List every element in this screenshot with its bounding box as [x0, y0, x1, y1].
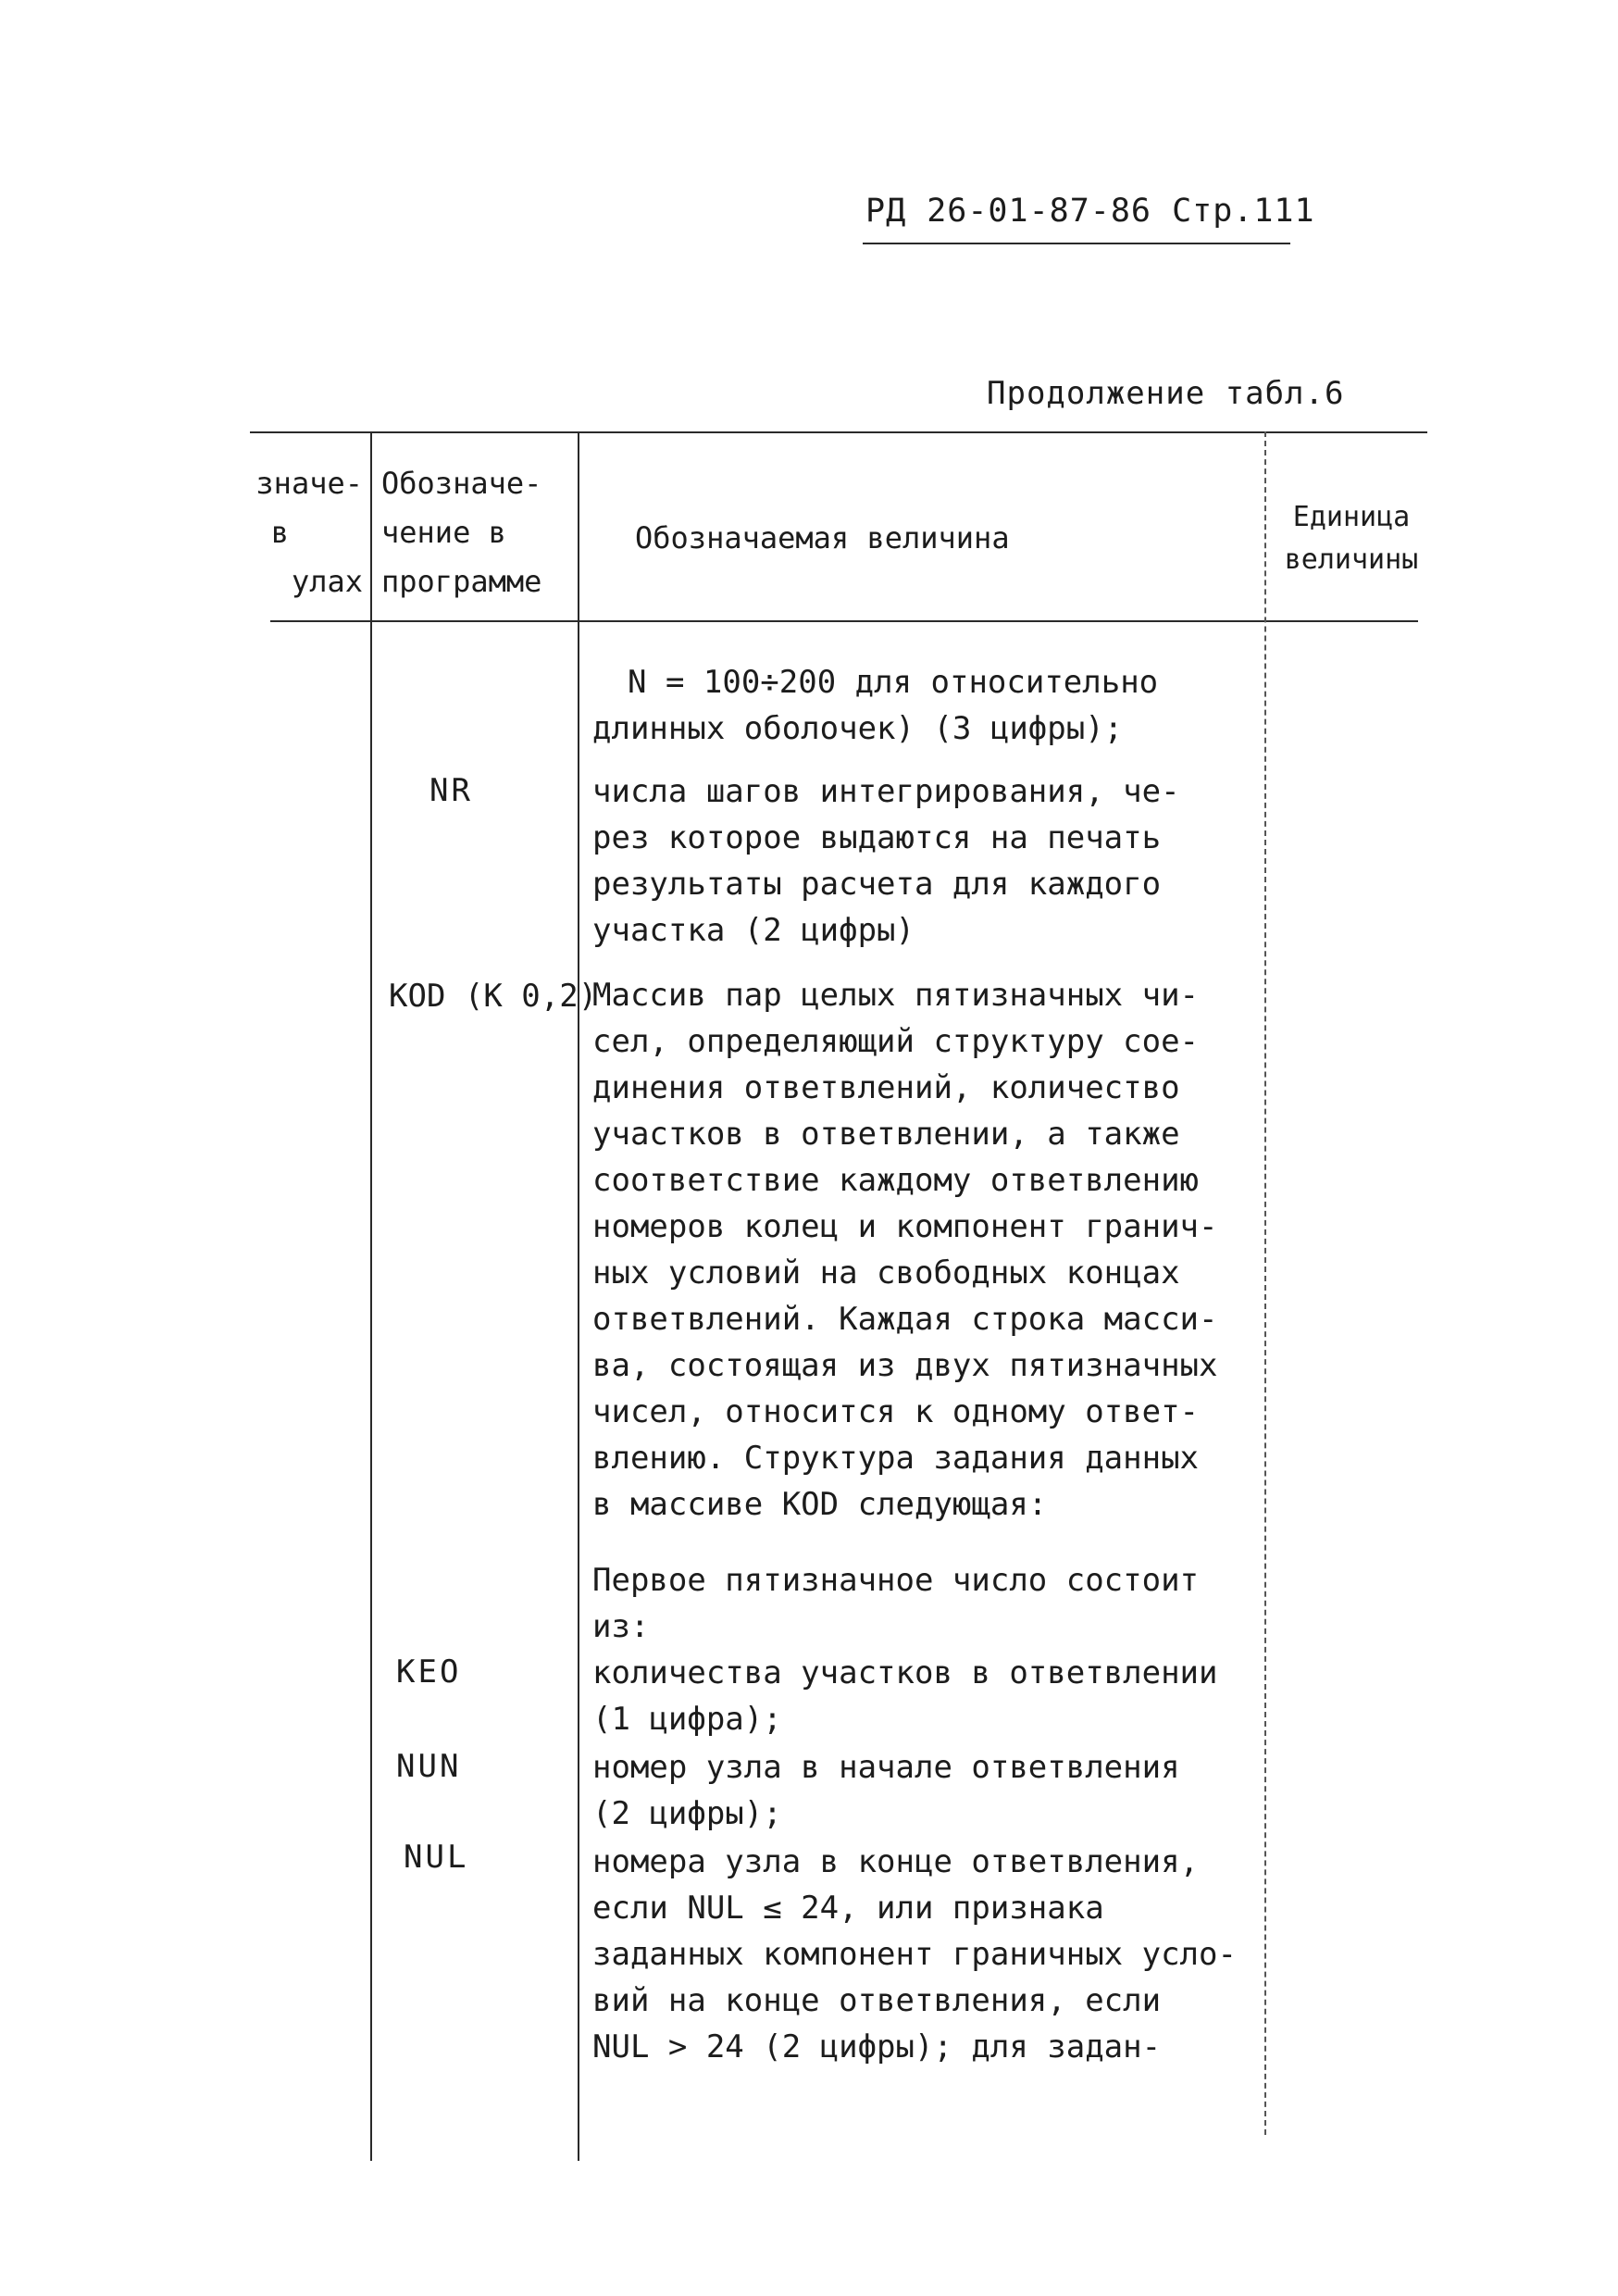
description-line: номеров колец и компонент гранич-	[592, 1208, 1218, 1245]
row-symbol: KEO	[396, 1653, 462, 1691]
table-top-rule	[250, 431, 1427, 433]
description-line: Первое пятизначное число состоит	[592, 1562, 1200, 1599]
table-row-description	[592, 1839, 1237, 2070]
description-line: рез которое выдаются на печать	[592, 819, 1162, 856]
description-line: из:	[592, 1608, 650, 1645]
row-symbol: NR	[429, 772, 473, 809]
description-line: (1 цифра);	[592, 1701, 782, 1738]
header-col2	[381, 459, 541, 606]
description-line: числа шагов интегрирования, че-	[592, 773, 1180, 810]
row-symbol: KOD (K 0,2)	[389, 978, 598, 1015]
table-row-description	[592, 1557, 1199, 1650]
table-caption: Продолжение табл.6	[987, 375, 1345, 412]
description-line: номера узла в конце ответвления,	[592, 1843, 1200, 1880]
description-line: ответвлений. Каждая строка масси-	[592, 1301, 1218, 1338]
description-line: N = 100÷200 для относительно	[628, 664, 1159, 701]
column-divider-3	[1264, 431, 1266, 2135]
description-line: соответствие каждому ответвлению	[592, 1162, 1200, 1199]
header-underline	[863, 243, 1290, 244]
column-divider-2	[578, 431, 579, 2161]
description-line: ных условий на свободных концах	[592, 1254, 1180, 1292]
header-col3: Обозначаемая величина	[635, 520, 1010, 555]
header-col1-line: улах	[291, 564, 363, 599]
header-col4-line: Единица	[1292, 501, 1411, 533]
description-line: участков в ответвлении, а также	[592, 1116, 1180, 1153]
table-header-rule	[270, 620, 1418, 622]
header-col1	[233, 459, 363, 606]
table-row-description	[592, 1744, 1180, 1837]
row-symbol: NUN	[396, 1748, 462, 1785]
table-row-description	[592, 972, 1218, 1528]
table-row-description	[592, 659, 1158, 752]
description-line: вий на конце ответвления, если	[592, 1982, 1162, 2019]
description-line: заданных компонент граничных усло-	[592, 1936, 1237, 1973]
header-col1-line: значе-	[255, 466, 363, 501]
description-line: если NUL ≤ 24, или признака	[592, 1890, 1104, 1927]
column-divider-1	[370, 431, 372, 2161]
table-row-description	[592, 768, 1180, 954]
description-line: NUL > 24 (2 цифры); для задан-	[592, 2028, 1162, 2065]
header-col2-line: программе	[381, 564, 542, 599]
description-line: участка (2 цифры)	[592, 912, 915, 949]
description-line: (2 цифры);	[592, 1795, 782, 1832]
row-symbol: NUL	[404, 1839, 469, 1876]
header-col2-line: чение в	[381, 515, 506, 550]
table-row-description	[592, 1650, 1218, 1742]
description-line: Массив пар целых пятизначных чи-	[592, 977, 1200, 1014]
description-line: в массиве KOD следующая:	[592, 1486, 1048, 1523]
description-line: количества участков в ответвлении	[592, 1654, 1218, 1691]
document-reference: РД 26-01-87-86 Стр.111	[865, 193, 1315, 230]
description-line: ва, состоящая из двух пятизначных	[592, 1347, 1218, 1384]
description-line: чисел, относится к одному ответ-	[592, 1393, 1200, 1430]
header-col4-line: величины	[1284, 543, 1419, 576]
description-line: влению. Структура задания данных	[592, 1440, 1200, 1477]
header-col2-line: Обозначе-	[381, 466, 542, 501]
description-line: сел, определяющий структуру сое-	[592, 1023, 1200, 1060]
header-col4	[1277, 496, 1425, 581]
description-line: номер узла в начале ответвления	[592, 1749, 1180, 1786]
description-line: длинных оболочек) (3 цифры);	[592, 710, 1124, 747]
description-line: результаты расчета для каждого	[592, 866, 1162, 903]
header-col1-line: в	[270, 515, 289, 550]
description-line: динения ответвлений, количество	[592, 1069, 1180, 1106]
